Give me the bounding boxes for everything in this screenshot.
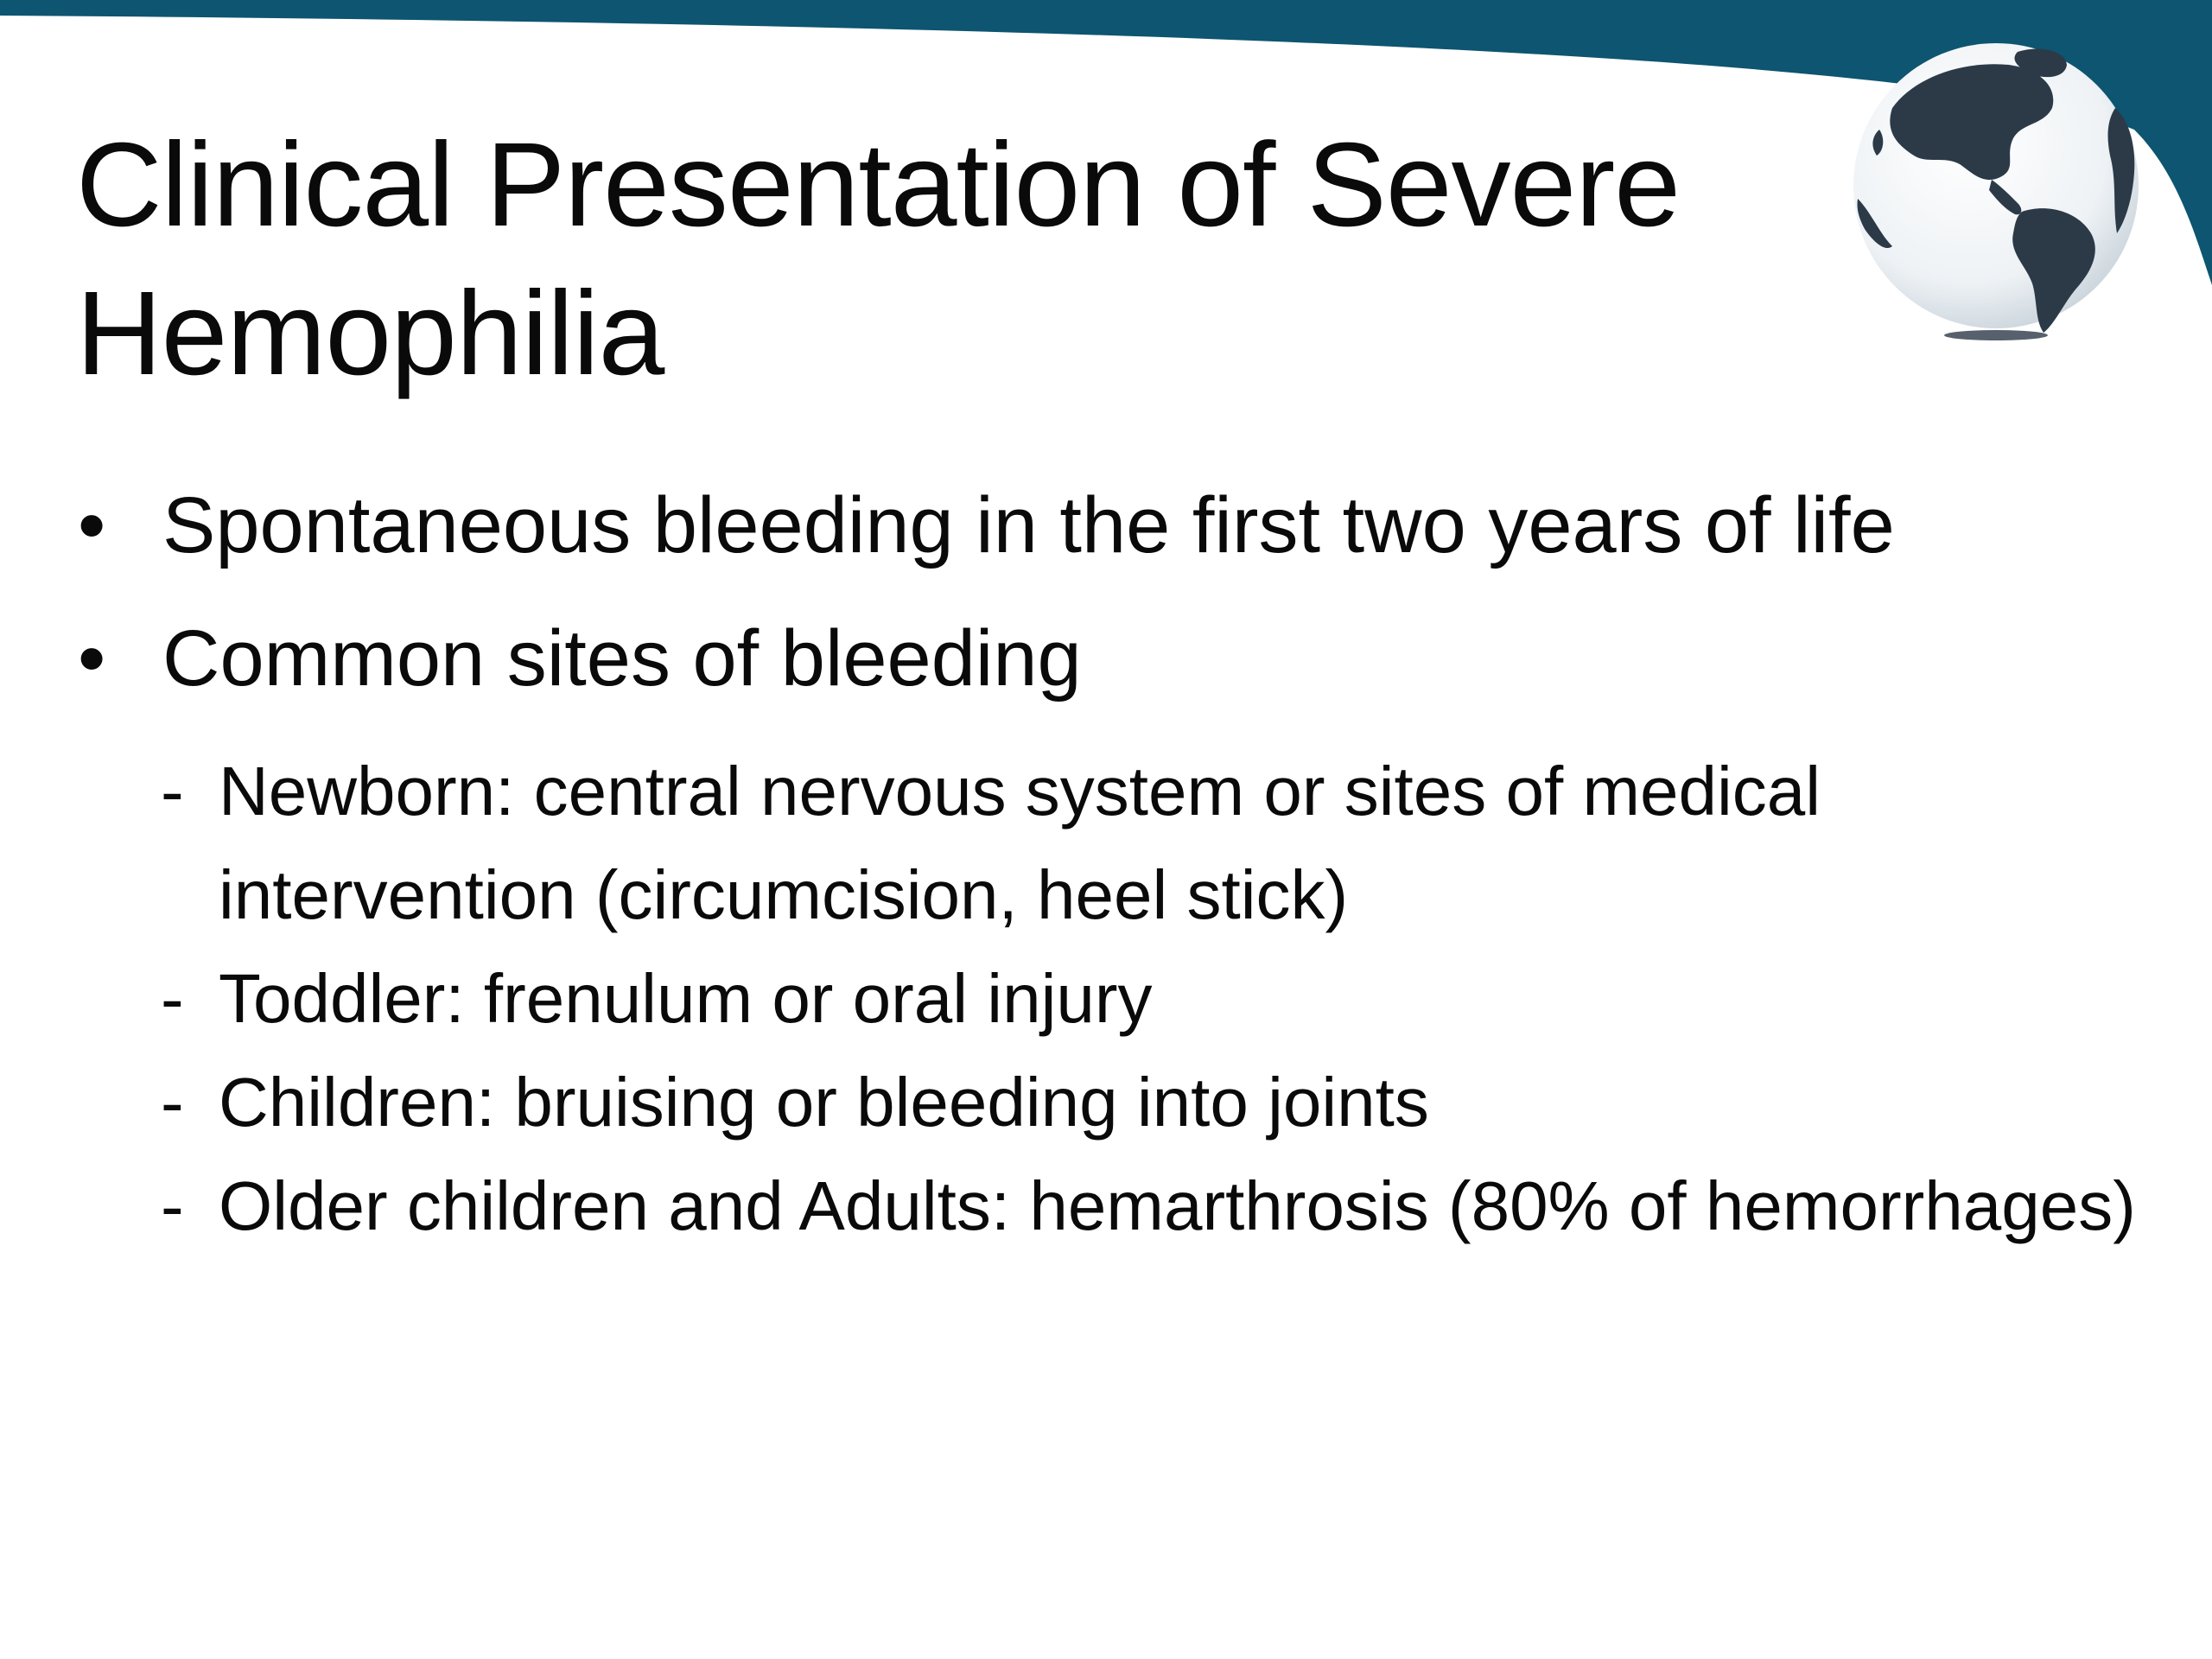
bullet-text: Spontaneous bleeding in the first two years of life [162,481,1895,569]
bullet-item [76,607,2167,710]
sub-bullet-text: Children: bruising or bleeding into joints [219,1064,1429,1141]
bullet-list [76,474,2167,1258]
bullet-text: Common sites of bleeding [162,614,1082,702]
sub-bullet-list [76,740,2167,1258]
sub-bullet-marker: - [161,960,184,1037]
bullet-marker: • [78,481,106,569]
slide-title: Clinical Presentation of Severe Hemophilia [76,118,1680,400]
sub-bullet-item [76,1154,2167,1258]
globe-icon [1832,26,2160,346]
sub-bullet-item [76,947,2167,1051]
sub-bullet-item [76,1051,2167,1154]
sub-bullet-marker: - [161,1064,184,1141]
sub-bullet-text: Older children and Adults: hemarthrosis (80% of hemorrhages) [219,1167,2136,1244]
bullet-item [76,474,2167,577]
sub-bullet-marker: - [161,1167,184,1244]
sub-bullet-text: Toddler: frenulum or oral injury [219,960,1153,1037]
sub-bullet-marker: - [161,753,184,830]
sub-bullet-text: Newborn: central nervous system or sites of medical intervention (circumcision, heel stick) [219,753,1821,933]
sub-bullet-item [76,740,2167,947]
bullet-marker: • [78,614,106,702]
